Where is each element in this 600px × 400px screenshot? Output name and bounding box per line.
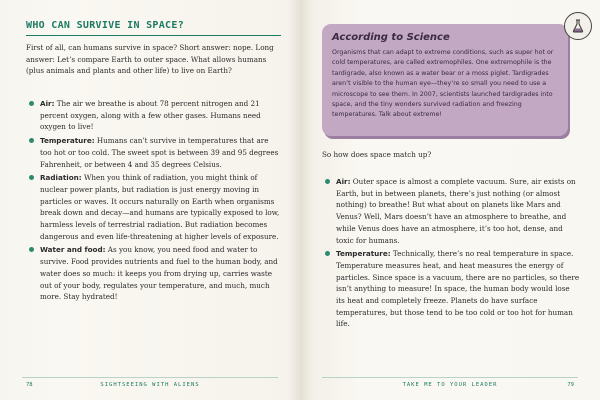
bullet-icon <box>325 251 330 256</box>
bullet-text: The air we breathe is about 78 percent nitrogen and 21 percent oxygen, along with a few other gases. Humans need oxygen to live! <box>40 99 261 132</box>
footer-divider <box>22 377 278 378</box>
list-item <box>26 244 282 303</box>
bullet-term: Water and food: <box>40 245 106 255</box>
running-footer-left: SIGHTSEEING WITH ALIENS <box>100 382 200 388</box>
list-item <box>26 98 282 133</box>
intro-paragraph: First of all, can humans survive in space? Short answer: nope. Long answer: Let’s compare Earth to outer space. What allows humans (plus animals and plants and other life) to live on Earth? <box>26 43 274 76</box>
flask-icon <box>564 12 592 40</box>
bullet-icon <box>29 175 34 180</box>
section-heading: WHO CAN SURVIVE IN SPACE? <box>26 20 281 36</box>
right-page <box>300 0 600 400</box>
bullet-term: Radiation: <box>40 173 82 183</box>
bullet-text: Technically, there’s no real temperature in space. Temperature measures heat, and heat measures the energy of particles. Since space is a vacuum, there are no particles, so there isn’t anything to measure! In space, the human body would lose its heat and completely freeze. Planets do have surface temperatures, but those tend to be too cold or too hot for human life. <box>336 249 580 329</box>
bullet-term: Temperature: <box>40 136 95 146</box>
bullet-text: Outer space is almost a complete vacuum. Sure, air exists on Earth, but in between planets, there’s just nothing (or almost nothing) to breathe! But what about on planets like Mars and Venus? Well, Mars doesn’t have an atmosphere to breathe, and while Venus does have an atmosphere, it’s too hot, dense, and toxic for humans. <box>336 177 576 245</box>
bullet-icon <box>29 101 34 106</box>
bullet-text: When you think of radiation, you might think of nuclear power plants, but radiation is just energy moving in particles or waves. It occurs naturally on Earth when organisms break down and decay—and humans are typically exposed to low, harmless levels of terrestrial radiation. But radiation becomes dangerous and even life-threatening at higher levels of exposure. <box>40 173 280 241</box>
page-number-left: 78 <box>26 382 33 388</box>
bullet-term: Temperature: <box>336 249 391 259</box>
survival-needs-list <box>26 98 282 305</box>
space-conditions-list <box>322 176 580 332</box>
bullet-text: As you know, you need food and water to survive. Food provides nutrients and fuel to the human body, and water does so much: it keeps you from drying up, carries waste out of your body, regulates your temperature, and much, much more. Stay hydrated! <box>40 245 278 302</box>
list-item <box>26 135 282 170</box>
list-item <box>26 172 282 242</box>
bullet-term: Air: <box>336 177 351 186</box>
bullet-icon <box>29 138 34 143</box>
list-item <box>322 176 580 246</box>
list-item <box>322 248 580 330</box>
bullet-term: Air: <box>40 99 55 108</box>
callout-title: According to Science <box>332 32 450 43</box>
bullet-text: Humans can’t survive in temperatures that are too hot or too cold. The sweet spot is between 39 and 95 degrees Fahrenheit, or between 4 and 35 degrees Celsius. <box>40 136 279 169</box>
according-to-science-callout <box>322 24 568 136</box>
callout-body: Organisms that can adapt to extreme conditions, such as super hot or cold temperatures, are called extremophiles. One extremophile is the tardigrade, also known as a water bear or a moss piglet. Tardigrades aren’t visible to the human eye—they’re so small you need to use a microscope to see them. In 2007, scientists launched tardigrades into space, and the tiny wonders survived radiation and freezing temperatures. Talk about extreme! <box>332 49 554 119</box>
transition-question: So how does space match up? <box>322 150 432 159</box>
footer-divider <box>322 377 578 378</box>
bullet-icon <box>325 179 330 184</box>
running-footer-right: TAKE ME TO YOUR LEADER <box>402 382 498 388</box>
bullet-icon <box>29 247 34 252</box>
page-number-right: 79 <box>567 382 574 388</box>
